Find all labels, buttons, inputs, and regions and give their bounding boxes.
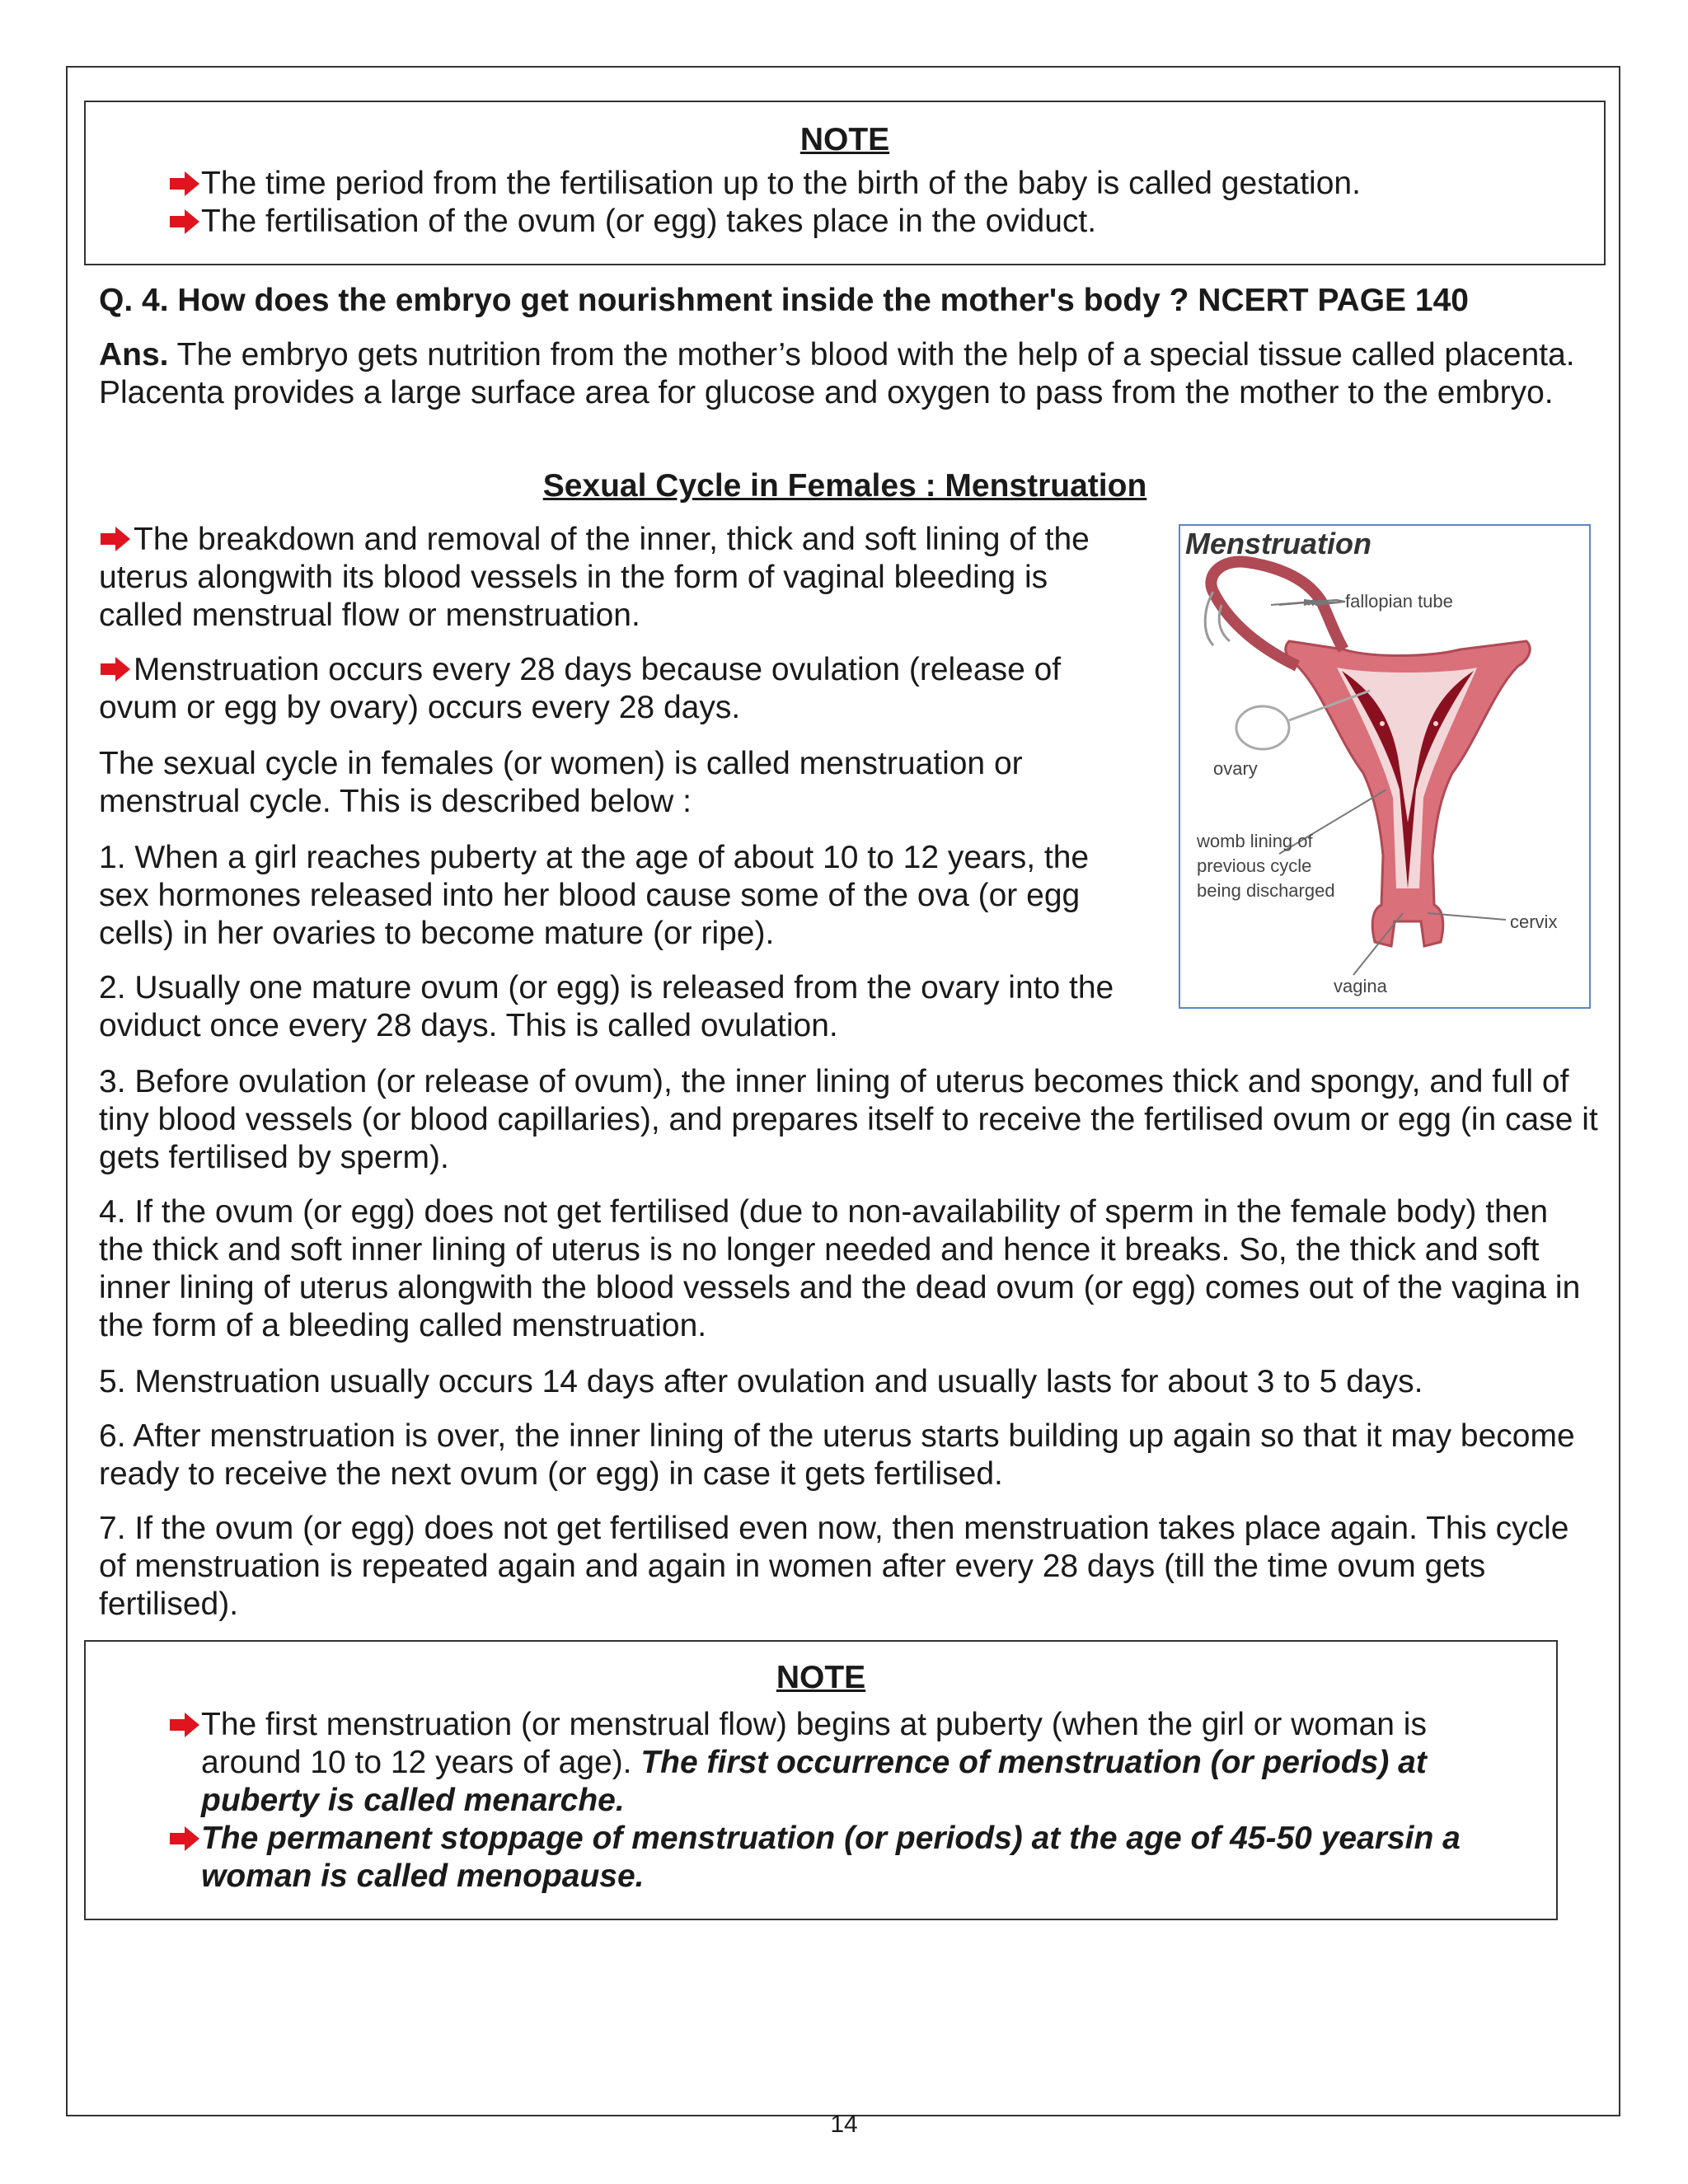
note-item: The permanent stoppage of menstruation (or periods) at the age of 45-50 yearsin a woman is called menopause.	[86, 1820, 1556, 1896]
note-title: NOTE	[776, 1660, 866, 1695]
point-paragraph: 5. Menstruation usually occurs 14 days after ovulation and usually lasts for about 3 to 5 days.	[99, 1364, 1423, 1399]
label-womb-line3: being discharged	[1197, 880, 1335, 901]
note-item: The first menstruation (or menstrual flow) begins at puberty (when the girl or woman is around 10 to 12 years of age). The first occurrence of menstruation (or periods) at puberty is called menarche.	[86, 1706, 1556, 1820]
point-paragraph: 4. If the ovum (or egg) does not get fertilised (due to non-availability of sperm in the female body) then the thick and soft inner lining of uterus is no longer needed and hence it breaks. So, the thick and soft inner lining of uterus alongwith the blood vessels and the dead ovum (or egg) comes out of the vagina in the form of a bleeding called menstruation.	[99, 1194, 1581, 1343]
label-vagina: vagina	[1334, 976, 1387, 996]
red-arrow-icon	[168, 1711, 201, 1739]
label-womb-line2: previous cycle	[1197, 855, 1312, 876]
ovary-shape	[1236, 706, 1289, 749]
point-paragraph: 1. When a girl reaches puberty at the age of about 10 to 12 years, the sex hormones released into her blood cause some of the ova (or egg cells) in her ovaries to become mature (or ripe).	[99, 840, 1090, 951]
uterus-illustration	[1180, 526, 1589, 1007]
red-arrow-icon	[99, 525, 132, 553]
red-arrow-icon	[168, 170, 201, 198]
note-item: The fertilisation of the ovum (or egg) takes place in the oviduct.	[86, 203, 1604, 241]
answer-paragraph	[99, 336, 1599, 412]
menstruation-diagram	[1179, 524, 1591, 1009]
point-paragraph: 6. After menstruation is over, the inner lining of the uterus starts building up again so that it may become ready to receive the next ovum (or egg) in case it gets fertilised.	[99, 1418, 1575, 1492]
point-paragraph: 7. If the ovum (or egg) does not get fertilised even now, then menstruation takes place again. This cycle of menstruation is repeated again and again in women after every 28 days (till the time ovum gets fertilised).	[99, 1511, 1569, 1622]
diagram-title: Menstruation	[1185, 527, 1372, 560]
point-paragraph: 3. Before ovulation (or release of ovum), the inner lining of uterus becomes thick and spongy, and full of tiny blood vessels (or blood capillaries), and prepares itself to receive the fertilised ovum or egg (in case it gets fertilised by sperm).	[99, 1064, 1598, 1175]
point-paragraph: 2. Usually one mature ovum (or egg) is released from the ovary into the oviduct once every 28 days. This is called ovulation.	[99, 970, 1114, 1043]
intro-paragraph: The sexual cycle in females (or women) is called menstruation or menstrual cycle. This is described below :	[99, 746, 1023, 819]
bullet-paragraph: Menstruation occurs every 28 days because ovulation (release of ovum or egg by ovary) occurs every 28 days.	[99, 652, 1062, 725]
answer-text: The embryo gets nutrition from the mother’s blood with the help of a special tissue called placenta. Placenta provides a large surface area for glucose and oxygen to pass from the mother to the embryo.	[99, 337, 1575, 410]
note-list	[86, 165, 1604, 241]
red-arrow-icon	[99, 655, 132, 683]
note-title: NOTE	[799, 122, 890, 157]
red-arrow-icon	[168, 208, 201, 236]
question-heading: Q. 4. How does the embryo get nourishment inside the mother's body ? NCERT PAGE 140	[99, 283, 1469, 318]
note-box-gestation	[84, 101, 1606, 265]
red-arrow-icon	[168, 1825, 201, 1853]
label-ovary: ovary	[1213, 758, 1258, 779]
bullet-paragraph: The breakdown and removal of the inner, thick and soft lining of the uterus alongwith its blood vessels in the form of vaginal bleeding is called menstrual flow or menstruation.	[99, 522, 1090, 633]
label-cervix: cervix	[1510, 912, 1558, 932]
note-item: The time period from the fertilisation up to the birth of the baby is called gestation.	[86, 165, 1604, 203]
section-title: Sexual Cycle in Females : Menstruation	[542, 468, 1147, 504]
label-womb-line1: womb lining of	[1197, 831, 1313, 851]
note-list	[86, 1706, 1556, 1896]
note-box-menarche	[84, 1640, 1558, 1920]
label-fallopian-tube: fallopian tube	[1345, 591, 1453, 612]
answer-label: Ans.	[99, 337, 169, 373]
page-number: 14	[830, 2111, 858, 2138]
